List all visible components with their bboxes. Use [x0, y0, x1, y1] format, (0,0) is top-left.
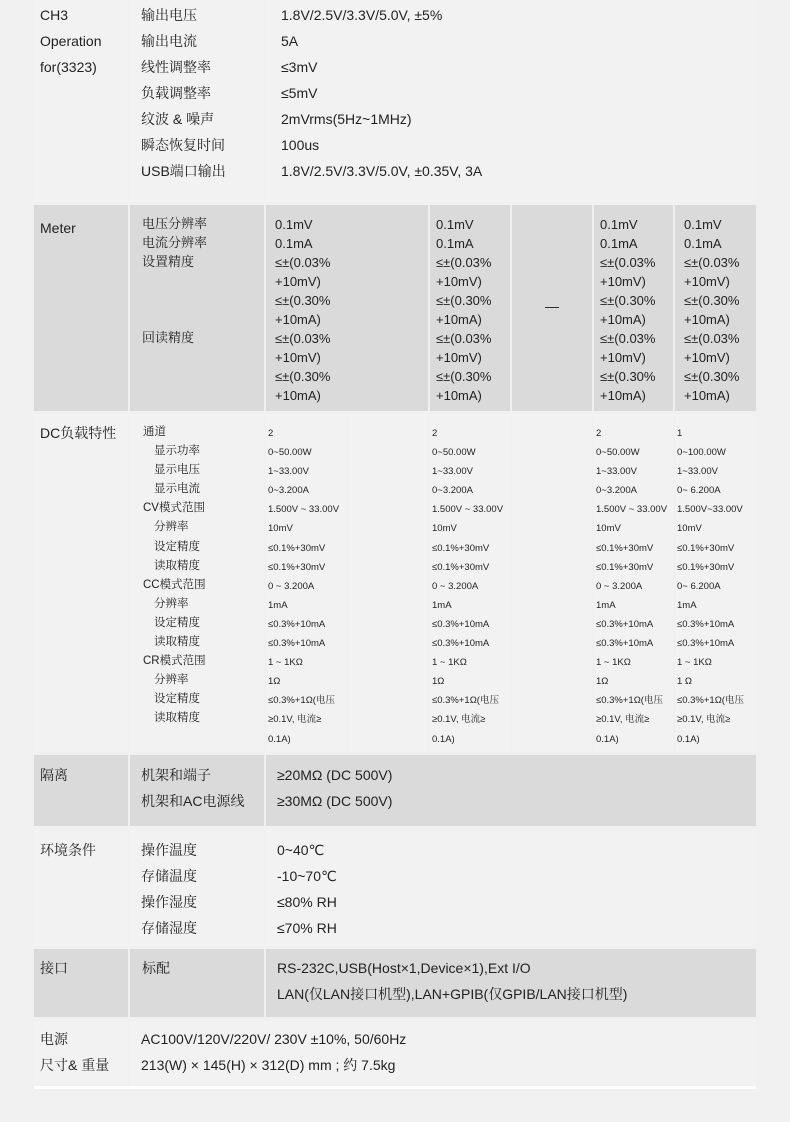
dcload-param: CC模式范围: [143, 578, 206, 591]
interface-value: RS-232C,USB(Host×1,Device×1),Ext I/O: [277, 960, 531, 976]
ch3-params-cell: [130, 0, 264, 202]
meter-value: ≤±(0.30%: [436, 293, 492, 308]
dcload-value: 1Ω: [268, 676, 281, 688]
dcload-value: ≤0.1%+30mV: [596, 561, 654, 573]
isolation-value: ≥20MΩ (DC 500V): [277, 767, 393, 783]
dcload-value: 1Ω: [596, 676, 609, 688]
meter-value: 0.1mV: [600, 217, 638, 232]
ch3-param: USB端口输出: [141, 163, 226, 179]
meter-value: ≤±(0.03%: [436, 255, 492, 270]
dcload-value: 0~3.200A: [432, 485, 473, 497]
dcload-value: ≤0.1%+30mV: [432, 542, 490, 554]
meter-value: +10mA): [436, 312, 482, 327]
meter-value: +10mV): [436, 350, 482, 365]
environment-value: -10~70℃: [277, 868, 337, 884]
dcload-value: 10mV: [432, 523, 457, 535]
dcload-value: 1 ~ 1KΩ: [596, 657, 631, 669]
environment-param: 存储湿度: [141, 920, 197, 936]
dcload-value: ≤0.3%+10mA: [596, 618, 654, 630]
dcload-value: ≤0.3%+10mA: [432, 618, 490, 630]
meter-value: ≤±(0.03%: [275, 255, 331, 270]
dcload-value: ≤0.3%+10mA: [268, 618, 326, 630]
environment-value: ≤70% RH: [277, 920, 337, 936]
dcload-value: 1Ω: [432, 676, 445, 688]
dcload-param: 设定精度: [154, 616, 200, 629]
meter-param-spacer: [142, 309, 264, 328]
dcload-value: 1mA: [596, 599, 616, 611]
dcload-param: 通道: [143, 426, 166, 438]
dcload-col-dash: [512, 414, 592, 752]
dcload-value: 1: [677, 428, 683, 439]
dcload-value: 1 Ω: [677, 676, 693, 688]
environment-param: 存储温度: [141, 868, 197, 884]
meter-value: ≤±(0.30%: [600, 369, 656, 384]
dcload-param: 读取精度: [154, 712, 200, 725]
meter-dash: —: [545, 298, 559, 314]
meter-value: ≤±(0.03%: [600, 255, 656, 270]
meter-value: ≤±(0.03%: [684, 331, 740, 346]
dcload-value: 0~50.00W: [596, 447, 640, 459]
environment-params-cell: [130, 829, 264, 946]
meter-value: +10mA): [275, 312, 321, 327]
meter-value: +10mA): [684, 388, 730, 403]
dcload-params-cell: [130, 414, 264, 752]
interface-values-cell: [266, 949, 756, 1017]
meter-param: 回读精度: [142, 330, 195, 345]
meter-value: +10mA): [600, 312, 646, 327]
power-values-cell: [130, 1020, 756, 1086]
dcload-value: 0 ~ 3.200A: [596, 580, 643, 592]
dcload-value: 0.1A): [677, 733, 700, 745]
dcload-value: ≤0.3%+1Ω(电压: [432, 695, 499, 707]
meter-params-cell: [130, 205, 264, 411]
ch3-value: 100us: [281, 137, 320, 153]
dcload-value: 10mV: [596, 523, 621, 535]
ch3-label-line: for(3323): [40, 59, 97, 75]
ch3-value: ≤3mV: [281, 59, 318, 75]
meter-value: +10mA): [600, 388, 646, 403]
dcload-param: 读取精度: [154, 559, 200, 572]
dcload-value: 0.1A): [268, 733, 291, 745]
meter-label-cell: [34, 205, 128, 411]
dcload-value: 1 ~ 1KΩ: [268, 657, 303, 669]
isolation-params-cell: [130, 755, 264, 826]
dimensions-label: 尺寸& 重量: [40, 1057, 110, 1073]
dcload-value: 0~50.00W: [432, 447, 476, 459]
dcload-value: ≤0.3%+1Ω(电压: [677, 695, 744, 707]
dcload-value: 0~ 6.200A: [677, 580, 721, 592]
interface-param: 标配: [142, 960, 170, 976]
dcload-value: 1 ~ 1KΩ: [677, 657, 712, 669]
dcload-value: 1.500V ~ 33.00V: [268, 504, 340, 516]
ch3-value: 5A: [281, 33, 299, 49]
dcload-value: ≤0.3%+10mA: [432, 638, 490, 650]
ch3-value: 2mVrms(5Hz~1MHz): [281, 111, 412, 127]
dcload-value: ≤0.1%+30mV: [268, 542, 326, 554]
dimensions-value: 213(W) × 145(H) × 312(D) mm ; 约 7.5kg: [141, 1057, 396, 1073]
meter-value: 0.1mA: [600, 236, 638, 251]
dcload-value: ≤0.1%+30mV: [596, 542, 654, 554]
meter-value: ≤±(0.03%: [684, 255, 740, 270]
meter-param-spacer: [142, 271, 264, 290]
dcload-param: 显示功率: [154, 445, 200, 458]
dcload-value: ≤0.1%+30mV: [432, 561, 490, 573]
power-label: 电源: [40, 1031, 68, 1047]
meter-col3: [512, 205, 592, 411]
meter-value: +10mV): [436, 274, 482, 289]
meter-value: +10mV): [684, 274, 730, 289]
dcload-value: ≤0.3%+1Ω(电压: [596, 695, 663, 707]
dcload-value: 0~50.00W: [268, 447, 312, 459]
ch3-label-line: CH3: [40, 7, 69, 23]
meter-value: +10mV): [275, 350, 321, 365]
environment-values-cell: [266, 829, 756, 946]
ch3-value: 1.8V/2.5V/3.3V/5.0V, ±0.35V, 3A: [281, 163, 483, 179]
environment-param: 操作温度: [141, 842, 197, 858]
environment-value: 0~40℃: [277, 842, 325, 858]
dcload-value: ≥0.1V, 电流≥: [432, 714, 486, 726]
isolation-param: 机架和端子: [141, 767, 211, 783]
meter-value: +10mV): [684, 350, 730, 365]
meter-param-spacer: [142, 290, 264, 309]
dcload-param: 分辨率: [154, 521, 189, 534]
dcload-col2: [430, 414, 510, 752]
dcload-value: 0~3.200A: [596, 485, 637, 497]
meter-value: ≤±(0.30%: [600, 293, 656, 308]
meter-col5: [675, 205, 756, 411]
isolation-label: 隔离: [40, 767, 68, 783]
ch3-param: 输出电压: [141, 7, 197, 23]
ch3-param: 负载调整率: [141, 85, 211, 101]
dcload-value: ≥0.1V, 电流≥: [596, 714, 650, 726]
dcload-col-empty: [348, 414, 428, 752]
ch3-param: 线性调整率: [141, 59, 211, 75]
meter-value: +10mV): [275, 274, 321, 289]
dcload-value: 10mV: [677, 523, 702, 535]
dcload-value: 1mA: [677, 599, 697, 611]
meter-value: 0.1mV: [436, 217, 474, 232]
dcload-col1: [266, 414, 346, 752]
meter-value: 0.1mV: [684, 217, 722, 232]
dcload-value: ≤0.1%+30mV: [677, 542, 735, 554]
meter-param: 设置精度: [142, 254, 195, 269]
dcload-value: 1.500V ~ 33.00V: [432, 504, 504, 516]
meter-value: ≤±(0.03%: [600, 331, 656, 346]
dcload-value: 0~100.00W: [677, 447, 726, 459]
dcload-value: 2: [432, 428, 438, 439]
dcload-param: 分辨率: [154, 674, 189, 687]
dcload-value: 0.1A): [432, 733, 455, 745]
interface-label: 接口: [40, 960, 68, 976]
meter-value: 0.1mV: [275, 217, 313, 232]
dcload-value: ≤0.1%+30mV: [268, 561, 326, 573]
dcload-value: ≤0.3%+10mA: [677, 638, 735, 650]
meter-value: ≤±(0.30%: [275, 293, 331, 308]
dcload-param: 设定精度: [154, 540, 200, 553]
dcload-value: 1.500V ~ 33.00V: [596, 504, 668, 516]
dcload-value: 1~33.00V: [596, 466, 637, 478]
dcload-value: ≤0.3%+10mA: [677, 618, 735, 630]
dcload-param: 显示电流: [154, 483, 200, 496]
dcload-param: 读取精度: [154, 636, 200, 649]
meter-col2: [430, 205, 510, 411]
ch3-label-line: Operation: [40, 33, 102, 49]
ch3-param: 输出电流: [141, 33, 197, 49]
dcload-value: 0 ~ 3.200A: [268, 580, 315, 592]
dcload-value: 1~33.00V: [432, 466, 473, 478]
dcload-value: 0.1A): [596, 733, 619, 745]
meter-value: 0.1mA: [275, 236, 313, 251]
meter-value: +10mV): [600, 350, 646, 365]
meter-value: +10mV): [600, 274, 646, 289]
dcload-value: 2: [268, 428, 274, 439]
meter-col1: [266, 205, 428, 411]
environment-label-cell: [34, 829, 128, 946]
dcload-value: 1mA: [268, 599, 288, 611]
meter-value: ≤±(0.03%: [275, 331, 331, 346]
dcload-param: 设定精度: [154, 693, 200, 706]
isolation-value: ≥30MΩ (DC 500V): [277, 793, 393, 809]
dcload-value: 1mA: [432, 599, 452, 611]
dcload-param: CV模式范围: [143, 502, 205, 515]
dcload-param: CR模式范围: [143, 655, 206, 668]
isolation-values-cell: [266, 755, 756, 826]
dcload-label: DC负载特性: [40, 425, 117, 441]
ch3-param: 瞬态恢复时间: [141, 137, 225, 153]
isolation-param: 机架和AC电源线: [141, 793, 245, 809]
ch3-label-cell: [34, 0, 128, 202]
interface-label-cell: [34, 949, 128, 1017]
ch3-values-cell: [266, 0, 756, 202]
dcload-param: 分辨率: [154, 597, 189, 610]
dcload-col4: [675, 414, 756, 752]
dcload-value: 0 ~ 3.200A: [432, 580, 479, 592]
isolation-label-cell: [34, 755, 128, 826]
bottom-divider: [34, 1086, 756, 1089]
meter-label: Meter: [40, 220, 76, 236]
interface-value: LAN(仅LAN接口机型),LAN+GPIB(仅GPIB/LAN接口机型): [277, 986, 628, 1002]
meter-value: +10mA): [275, 388, 321, 403]
meter-value: 0.1mA: [436, 236, 474, 251]
meter-value: +10mA): [684, 312, 730, 327]
meter-value: ≤±(0.30%: [275, 369, 331, 384]
dcload-value: 0~3.200A: [268, 485, 309, 497]
meter-value: ≤±(0.30%: [684, 293, 740, 308]
dcload-value: ≤0.3%+10mA: [596, 638, 654, 650]
dcload-value: 1~33.00V: [677, 466, 718, 478]
dcload-value: ≥0.1V, 电流≥: [268, 714, 322, 726]
meter-param: 电流分辨率: [142, 235, 208, 250]
ch3-value: 1.8V/2.5V/3.3V/5.0V, ±5%: [281, 7, 443, 23]
interface-param-cell: [130, 949, 264, 1017]
meter-value: +10mA): [436, 388, 482, 403]
dcload-value: ≥0.1V, 电流≥: [677, 714, 731, 726]
environment-label: 环境条件: [40, 842, 96, 858]
meter-param: 电压分辨率: [142, 216, 208, 231]
dcload-value: 2: [596, 428, 602, 439]
environment-param: 操作湿度: [141, 894, 197, 910]
meter-value: 0.1mA: [684, 236, 722, 251]
dcload-value: ≤0.1%+30mV: [677, 561, 735, 573]
power-label-cell: [34, 1020, 128, 1086]
environment-value: ≤80% RH: [277, 894, 337, 910]
dcload-value: ≤0.3%+1Ω(电压: [268, 695, 335, 707]
dcload-value: 1 ~ 1KΩ: [432, 657, 467, 669]
meter-value: ≤±(0.03%: [436, 331, 492, 346]
dcload-value: ≤0.3%+10mA: [268, 638, 326, 650]
dcload-label-cell: [34, 414, 128, 752]
dcload-value: 0~ 6.200A: [677, 485, 721, 497]
ch3-value: ≤5mV: [281, 85, 318, 101]
meter-value: ≤±(0.30%: [436, 369, 492, 384]
dcload-col3: [594, 414, 673, 752]
dcload-value: 1~33.00V: [268, 466, 309, 478]
meter-value: ≤±(0.30%: [684, 369, 740, 384]
meter-col4: [594, 205, 673, 411]
power-value: AC100V/120V/220V/ 230V ±10%, 50/60Hz: [141, 1031, 407, 1047]
dcload-value: 1.500V~33.00V: [677, 504, 743, 516]
dcload-value: 10mV: [268, 523, 293, 535]
ch3-param: 纹波 & 噪声: [141, 111, 215, 127]
dcload-param: 显示电压: [154, 464, 200, 477]
